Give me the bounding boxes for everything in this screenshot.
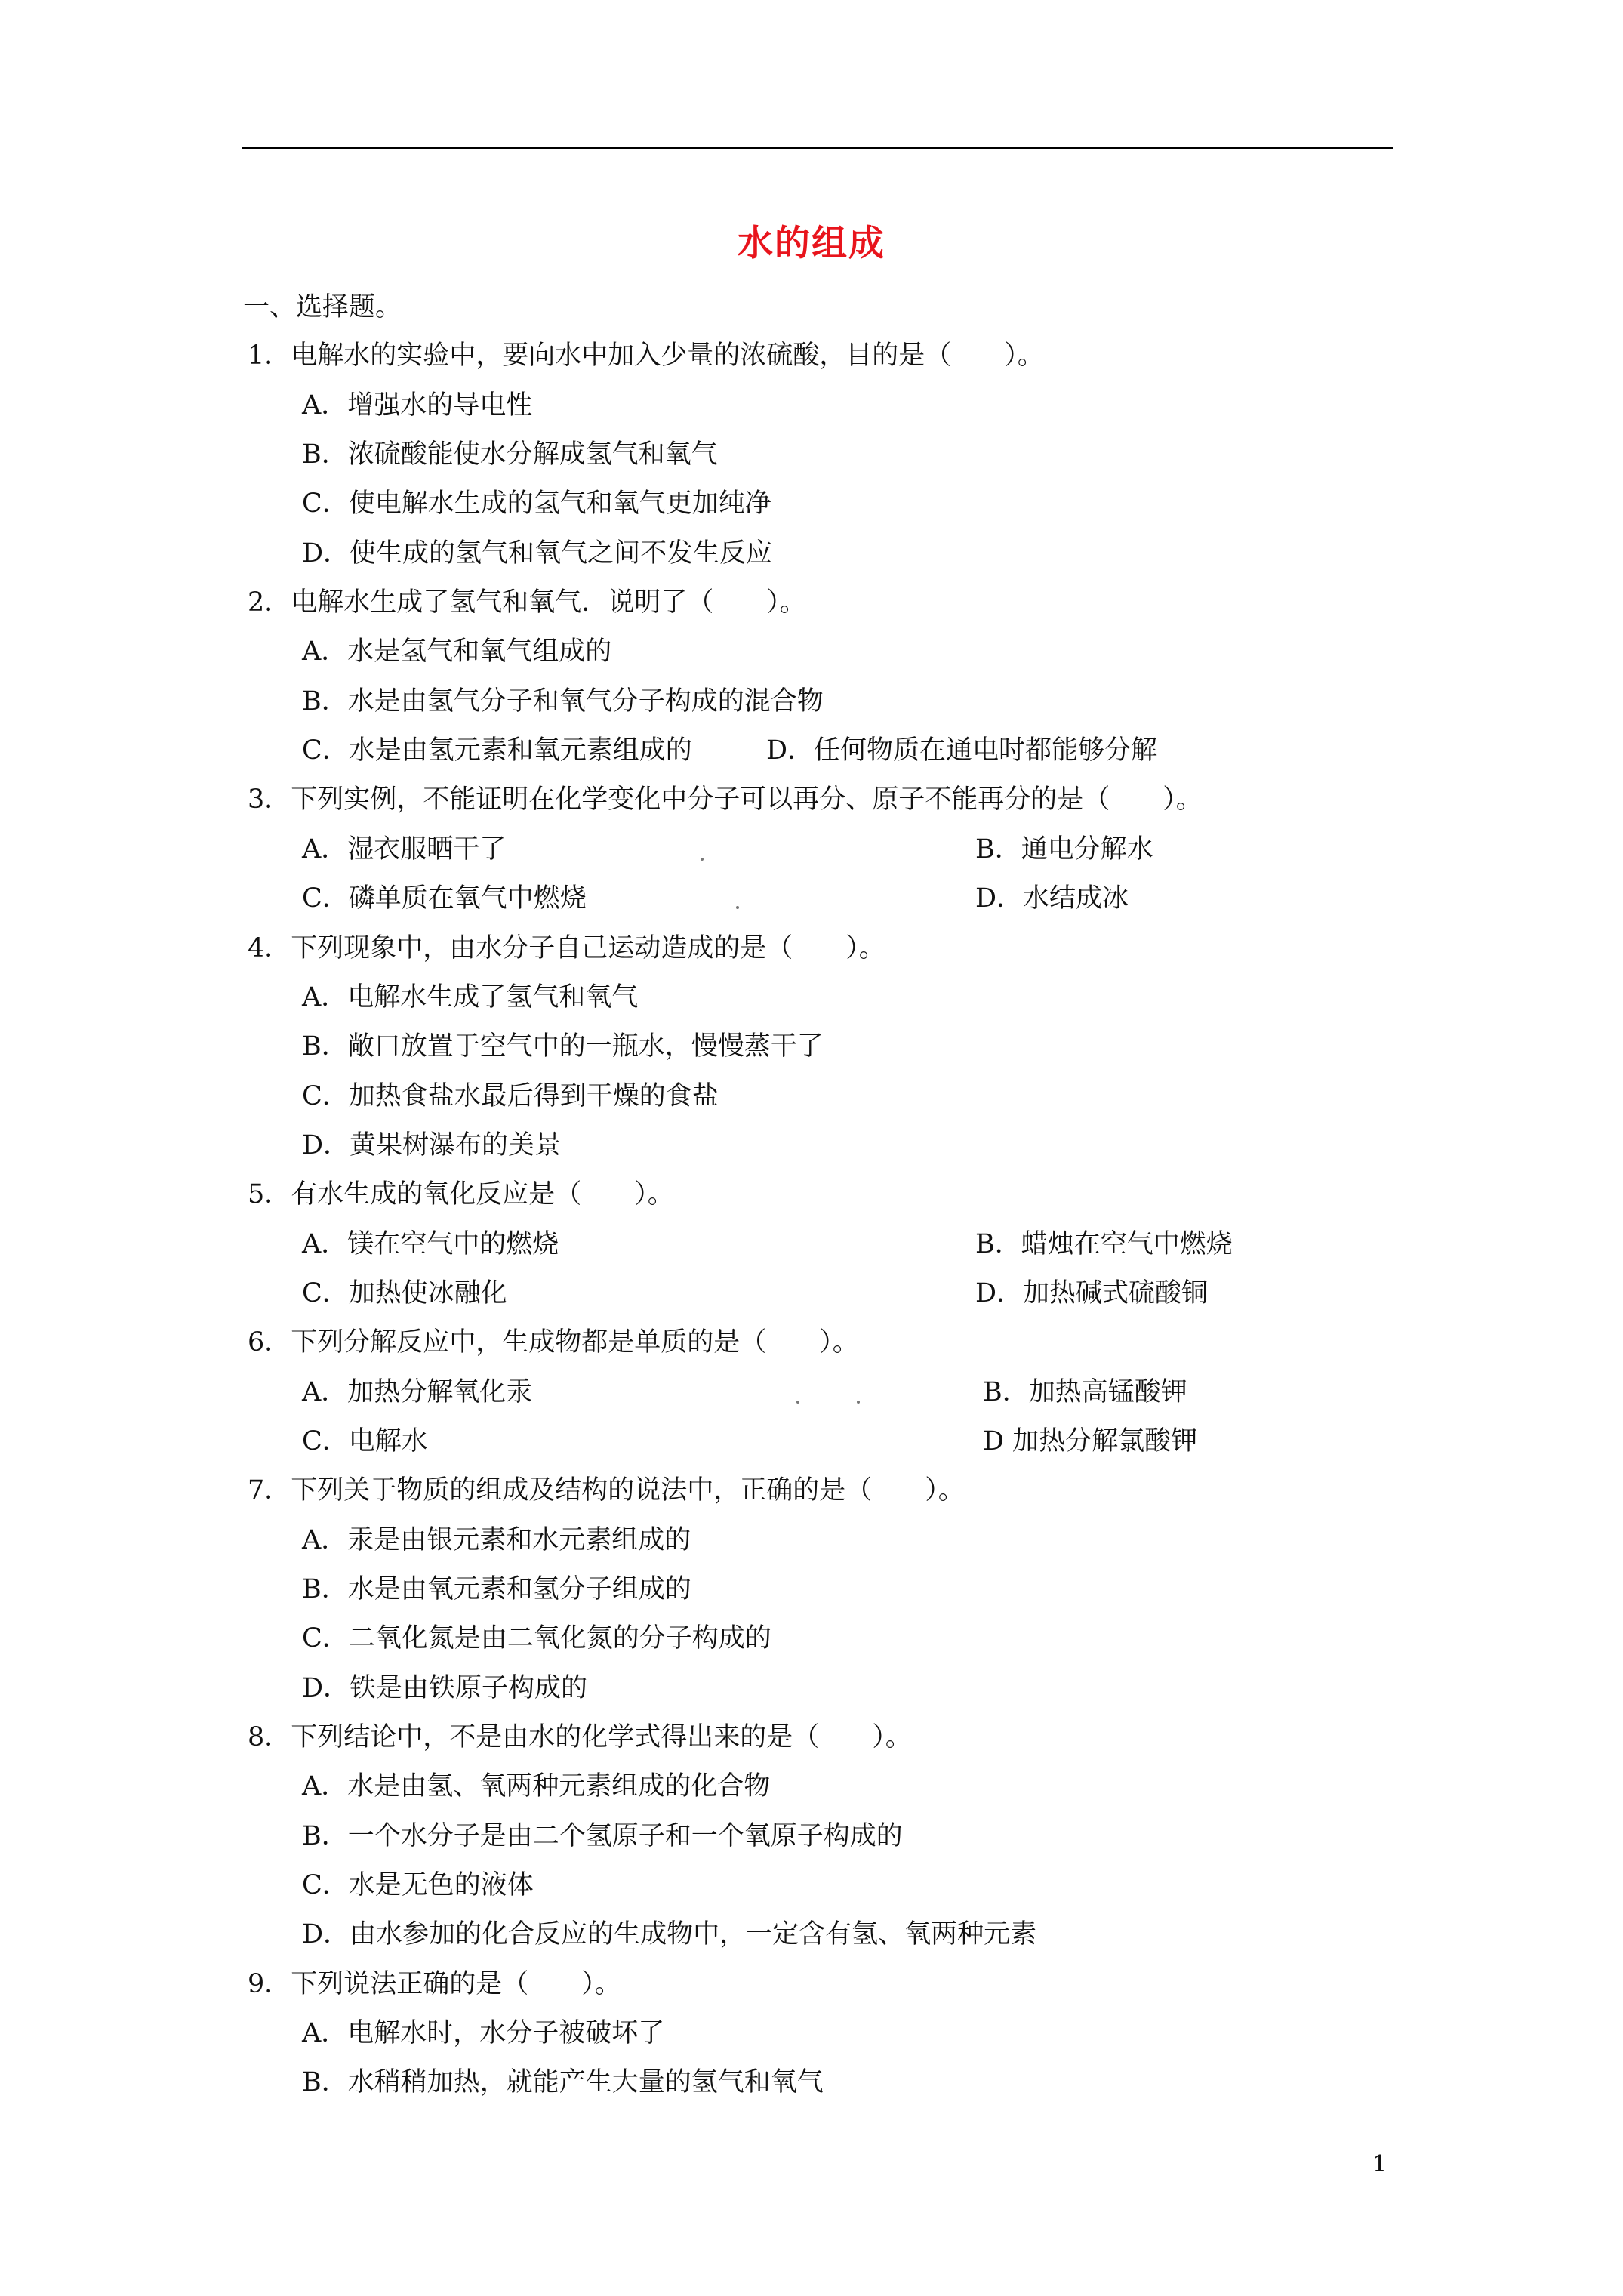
option: C．使电解水生成的氢气和氧气更加纯净 <box>302 488 771 519</box>
option: D．使生成的氢气和氧气之间不发生反应 <box>302 538 773 569</box>
question-stem: 6．下列分解反应中，生成物都是单质的是（ ）。 <box>248 1327 859 1358</box>
option: B．浓硫酸能使水分解成氢气和氧气 <box>302 439 718 470</box>
option: A．湿衣服晒干了 <box>302 834 507 864</box>
option: A．水是氢气和氧气组成的 <box>302 636 612 667</box>
stray-dot <box>796 1401 799 1404</box>
question-stem: 2．电解水生成了氢气和氧气．说明了（ ）。 <box>248 587 806 618</box>
question-stem: 3．下列实例，不能证明在化学变化中分子可以再分、原子不能再分的是（ ）。 <box>248 784 1203 815</box>
option: C．水是无色的液体 <box>302 1870 534 1900</box>
option: B．蜡烛在空气中燃烧 <box>975 1229 1233 1259</box>
option: C．磷单质在氧气中燃烧 <box>302 883 587 914</box>
option: B．水是由氢气分子和氧气分子构成的混合物 <box>302 686 824 717</box>
option: A．电解水时，水分子被破坏了 <box>302 2018 665 2048</box>
option: C．电解水 <box>302 1426 428 1456</box>
option: A．汞是由银元素和水元素组成的 <box>302 1525 691 1555</box>
page-title: 水的组成 <box>738 223 885 264</box>
option: A．电解水生成了氢气和氧气 <box>302 982 639 1012</box>
option: A．水是由氢、氧两种元素组成的化合物 <box>302 1771 771 1801</box>
section-heading: 一、选择题。 <box>243 292 402 322</box>
option: C．加热食盐水最后得到干燥的食盐 <box>302 1081 719 1111</box>
option: D．水结成冰 <box>975 883 1129 914</box>
option: A．加热分解氧化汞 <box>302 1377 533 1407</box>
question-stem: 8．下列结论中，不是由水的化学式得出来的是（ ）。 <box>248 1722 912 1752</box>
question-stem: 5．有水生成的氧化反应是（ ）。 <box>248 1179 674 1210</box>
option: A．镁在空气中的燃烧 <box>302 1229 559 1259</box>
option: A．增强水的导电性 <box>302 390 533 421</box>
option: D．铁是由铁原子构成的 <box>302 1673 588 1703</box>
option: B．水稍稍加热，就能产生大量的氢气和氧气 <box>302 2067 824 2097</box>
question-stem: 9．下列说法正确的是（ ）。 <box>248 1969 621 1999</box>
option: B．敞口放置于空气中的一瓶水，慢慢蒸干了 <box>302 1031 824 1062</box>
stray-dot <box>857 1401 860 1404</box>
question-stem: 4．下列现象中，由水分子自己运动造成的是（ ）。 <box>248 933 885 963</box>
option: B．一个水分子是由二个氢原子和一个氧原子构成的 <box>302 1821 903 1851</box>
option: D．由水参加的化合反应的生成物中，一定含有氢、氧两种元素 <box>302 1919 1037 1949</box>
question-stem: 1．电解水的实验中，要向水中加入少量的浓硫酸，目的是（ ）。 <box>248 341 1044 371</box>
option: D．任何物质在通电时都能够分解 <box>766 735 1158 766</box>
option: B．加热高锰酸钾 <box>983 1377 1187 1407</box>
option: D．加热碱式硫酸铜 <box>975 1278 1209 1308</box>
page-number: 1 <box>1372 2151 1387 2177</box>
stray-dot <box>736 906 739 909</box>
question-stem: 7．下列关于物质的组成及结构的说法中，正确的是（ ）。 <box>248 1475 965 1505</box>
stray-dot <box>701 858 704 861</box>
option: B．通电分解水 <box>975 834 1153 864</box>
option: C．二氧化氮是由二氧化氮的分子构成的 <box>302 1623 771 1653</box>
header-rule <box>242 147 1393 149</box>
option: C．加热使冰融化 <box>302 1278 507 1308</box>
option: C．水是由氢元素和氧元素组成的 <box>302 735 692 766</box>
option: D．黄果树瀑布的美景 <box>302 1130 562 1160</box>
option: B．水是由氧元素和氢分子组成的 <box>302 1574 691 1604</box>
option: D 加热分解氯酸钾 <box>983 1426 1198 1456</box>
